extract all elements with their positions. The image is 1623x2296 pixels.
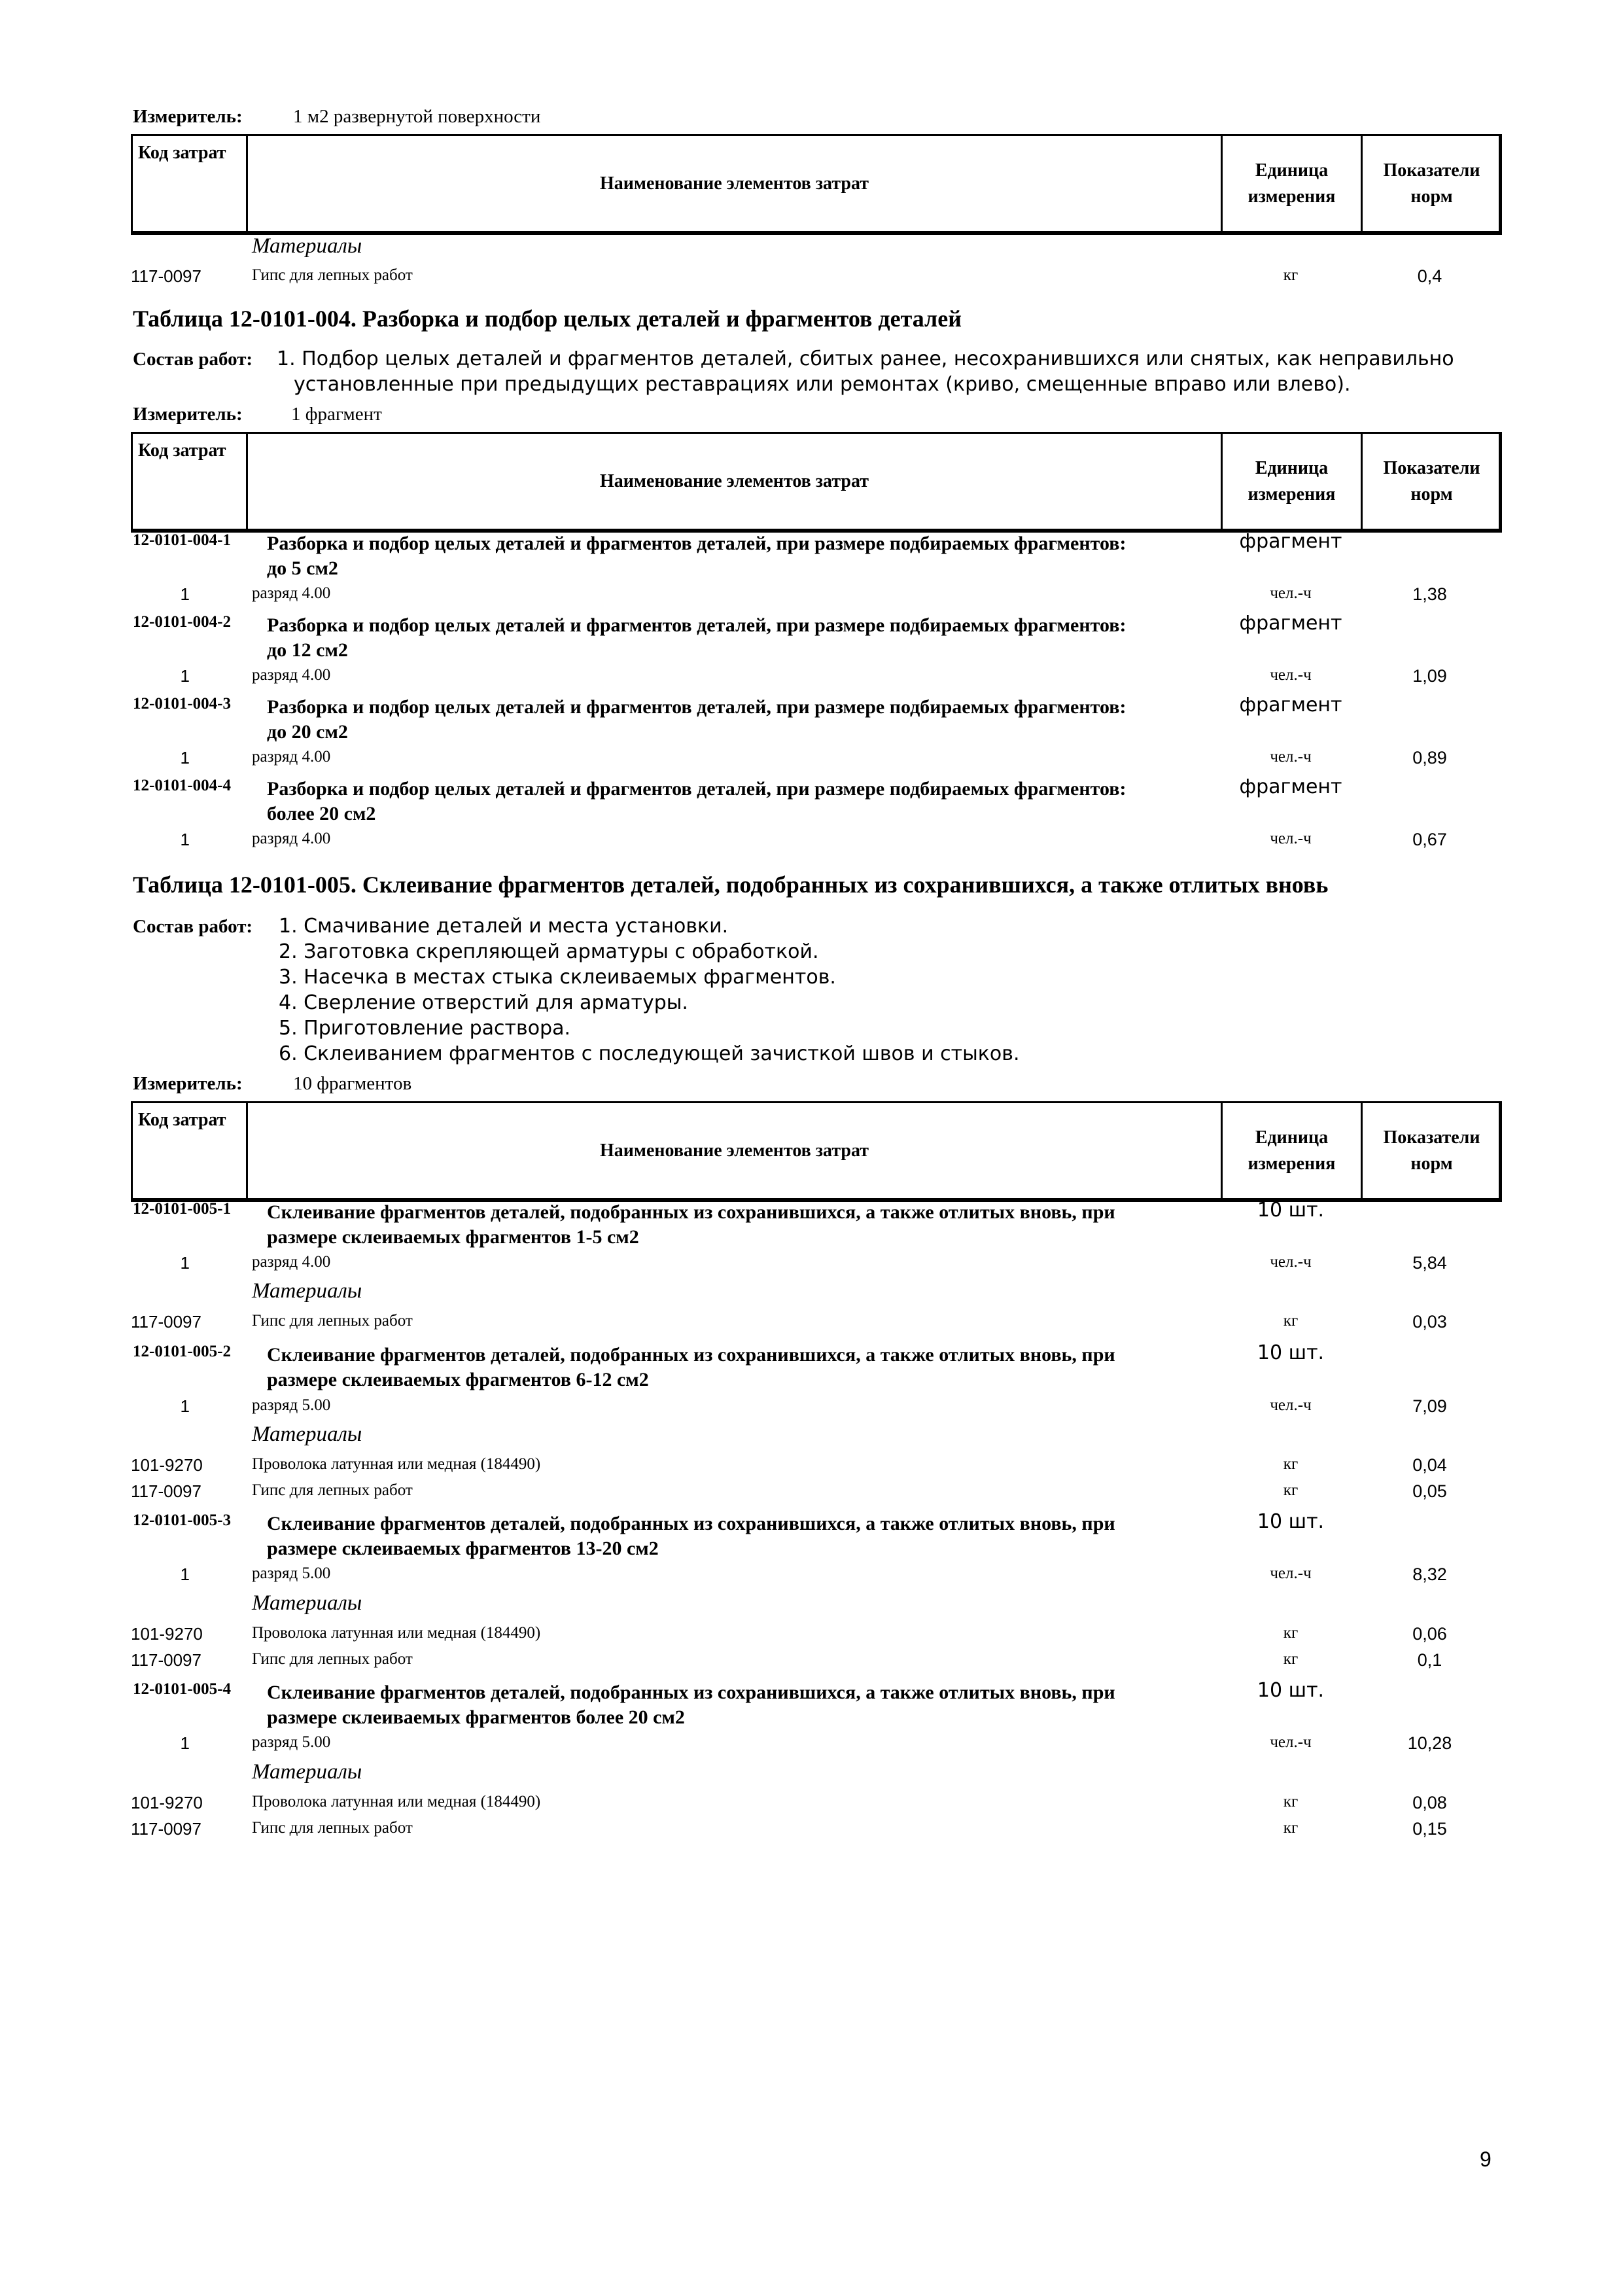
cost-unit: чел.-ч [1270, 1564, 1312, 1582]
sostav-line: 2. Заготовка скрепляющей арматуры с обработкой. [279, 940, 819, 963]
cost-code: 117-0097 [131, 1312, 201, 1332]
cost-value: 0,4 [1417, 266, 1442, 286]
cost-value: 0,06 [1412, 1624, 1447, 1644]
cost-code: 12-0101-005-3 [133, 1511, 231, 1529]
cost-unit: кг [1283, 1650, 1299, 1668]
cost-name: Проволока латунная или медная (184490) [252, 1624, 541, 1642]
cost-code: 101-9270 [131, 1624, 203, 1644]
sostav-line: 6. Склеиванием фрагментов с последующей зачисткой швов и стыков. [279, 1042, 1020, 1065]
cost-name: Разборка и подбор целых деталей и фрагментов деталей, при размере подбираемых фрагментов: более 20 см2 [267, 778, 1126, 824]
table-header [131, 1101, 1502, 1202]
cost-code: 117-0097 [131, 266, 201, 286]
cost-name: разряд 5.00 [252, 1564, 331, 1582]
sostav-line: 1. Смачивание деталей и места установки. [279, 915, 729, 938]
header-norm: Показатели норм [1383, 457, 1480, 504]
cost-name: разряд 4.00 [252, 584, 331, 602]
sostav-line: 1. Подбор целых деталей и фрагментов деталей, сбитых ранее, несохранившихся или снятых, как неправильно [277, 347, 1454, 370]
header-code: Код затрат [133, 434, 248, 529]
cost-code: 117-0097 [131, 1481, 201, 1501]
cost-unit: кг [1283, 1455, 1299, 1473]
cost-code: 117-0097 [131, 1819, 201, 1839]
cost-name: Разборка и подбор целых деталей и фрагментов деталей, при размере подбираемых фрагментов: до 5 см2 [267, 533, 1126, 579]
cost-code: 1 [180, 666, 190, 686]
cost-unit: 10 шт. [1257, 1341, 1325, 1364]
meter-value: 1 фрагмент [291, 404, 382, 425]
cost-unit: чел.-ч [1270, 1733, 1312, 1751]
cost-name: Склеивание фрагментов деталей, подобранных из сохранившихся, а также отлитых вновь, при размере склеиваемых фрагментов 1-5 см2 [267, 1201, 1115, 1248]
header-unit: Единица измерения [1223, 136, 1363, 231]
cost-name: разряд 5.00 [252, 1396, 331, 1414]
table-header [131, 432, 1502, 533]
cost-unit: чел.-ч [1270, 584, 1312, 602]
materials-heading: Материалы [252, 1760, 362, 1784]
table-004-title: Таблица 12-0101-004. Разборка и подбор целых деталей и фрагментов деталей [133, 306, 962, 332]
cost-name: Гипс для лепных работ [252, 1312, 413, 1330]
cost-code: 101-9270 [131, 1793, 203, 1812]
header-code: Код затрат [133, 136, 248, 231]
materials-heading: Материалы [252, 1422, 362, 1446]
cost-name: разряд 4.00 [252, 830, 331, 847]
cost-name: Проволока латунная или медная (184490) [252, 1455, 541, 1473]
table-005-title: Таблица 12-0101-005. Склеивание фрагментов деталей, подобранных из сохранившихся, а также отлитых вновь [133, 872, 1329, 898]
cost-value: 0,1 [1417, 1650, 1442, 1670]
cost-value: 0,08 [1412, 1793, 1447, 1812]
cost-name: разряд 4.00 [252, 1253, 331, 1271]
cost-code: 1 [180, 748, 190, 768]
cost-unit: кг [1283, 1793, 1299, 1810]
cost-name: Гипс для лепных работ [252, 1819, 413, 1837]
cost-unit: чел.-ч [1270, 748, 1312, 766]
cost-name: Гипс для лепных работ [252, 266, 413, 284]
cost-value: 0,89 [1412, 748, 1447, 768]
cost-unit: чел.-ч [1270, 1253, 1312, 1271]
cost-name: разряд 4.00 [252, 666, 331, 684]
header-name: Наименование элементов затрат [248, 136, 1223, 231]
cost-unit: чел.-ч [1270, 666, 1312, 684]
cost-code: 12-0101-004-2 [133, 613, 231, 631]
cost-code: 12-0101-005-1 [133, 1200, 231, 1218]
header-name: Наименование элементов затрат [248, 434, 1223, 529]
cost-unit: чел.-ч [1270, 830, 1312, 847]
cost-value: 0,04 [1412, 1455, 1447, 1475]
cost-value: 1,38 [1412, 584, 1447, 604]
cost-code: 12-0101-005-4 [133, 1680, 231, 1698]
cost-code: 1 [180, 830, 190, 849]
cost-name: Проволока латунная или медная (184490) [252, 1793, 541, 1810]
cost-value: 0,67 [1412, 830, 1447, 849]
sostav-line: 4. Сверление отверстий для арматуры. [279, 991, 688, 1014]
cost-name: Склеивание фрагментов деталей, подобранных из сохранившихся, а также отлитых вновь, при размере склеиваемых фрагментов 13-20 см2 [267, 1513, 1115, 1559]
cost-unit: фрагмент [1239, 694, 1342, 716]
cost-value: 1,09 [1412, 666, 1447, 686]
header-unit: Единица измерения [1223, 1103, 1363, 1198]
cost-unit: чел.-ч [1270, 1396, 1312, 1414]
cost-unit: 10 шт. [1257, 1199, 1325, 1222]
materials-heading: Материалы [252, 1279, 362, 1303]
cost-name: Гипс для лепных работ [252, 1650, 413, 1668]
meter-label: Измеритель: [133, 1073, 243, 1094]
meter-label: Измеритель: [133, 404, 243, 425]
cost-unit: фрагмент [1239, 530, 1342, 553]
cost-code: 12-0101-004-3 [133, 695, 231, 713]
cost-code: 1 [180, 1396, 190, 1416]
header-code: Код затрат [133, 1103, 248, 1198]
cost-code: 12-0101-005-2 [133, 1343, 231, 1360]
materials-heading: Материалы [252, 1591, 362, 1615]
sostav-label: Состав работ: [133, 916, 253, 937]
cost-unit: кг [1283, 1312, 1299, 1330]
table-header [131, 134, 1502, 235]
cost-unit: фрагмент [1239, 775, 1342, 798]
cost-unit: фрагмент [1239, 612, 1342, 635]
cost-value: 7,09 [1412, 1396, 1447, 1416]
sostav-line: установленные при предыдущих реставрациях или ремонтах (криво, смещенные вправо или влево). [294, 373, 1351, 396]
cost-code: 1 [180, 1253, 190, 1273]
cost-value: 0,03 [1412, 1312, 1447, 1332]
cost-code: 1 [180, 1733, 190, 1753]
header-norm: Показатели норм [1383, 1127, 1480, 1174]
cost-name: Склеивание фрагментов деталей, подобранных из сохранившихся, а также отлитых вновь, при размере склеиваемых фрагментов более 20 см2 [267, 1682, 1115, 1728]
page-number: 9 [1480, 2147, 1492, 2171]
cost-code: 12-0101-004-1 [133, 531, 231, 549]
cost-code: 117-0097 [131, 1650, 201, 1670]
cost-unit: 10 шт. [1257, 1510, 1325, 1533]
sostav-label: Состав работ: [133, 349, 253, 370]
meter-value: 1 м2 развернутой поверхности [293, 106, 541, 127]
cost-code: 1 [180, 584, 190, 604]
materials-heading: Материалы [252, 234, 362, 258]
header-name: Наименование элементов затрат [248, 1103, 1223, 1198]
cost-name: разряд 5.00 [252, 1733, 331, 1751]
cost-name: Разборка и подбор целых деталей и фрагментов деталей, при размере подбираемых фрагментов: до 20 см2 [267, 696, 1126, 743]
cost-name: разряд 4.00 [252, 748, 331, 766]
cost-code: 1 [180, 1564, 190, 1584]
sostav-line: 5. Приготовление раствора. [279, 1017, 571, 1040]
cost-value: 8,32 [1412, 1564, 1447, 1584]
cost-unit: кг [1283, 266, 1299, 284]
cost-name: Разборка и подбор целых деталей и фрагментов деталей, при размере подбираемых фрагментов: до 12 см2 [267, 614, 1126, 661]
header-unit: Единица измерения [1223, 434, 1363, 529]
cost-name: Гипс для лепных работ [252, 1481, 413, 1499]
cost-unit: кг [1283, 1819, 1299, 1837]
cost-value: 10,28 [1407, 1733, 1452, 1753]
meter-value: 10 фрагментов [293, 1073, 412, 1094]
cost-unit: 10 шт. [1257, 1679, 1325, 1702]
header-norm: Показатели норм [1383, 160, 1480, 207]
meter-label: Измеритель: [133, 106, 243, 127]
cost-value: 5,84 [1412, 1253, 1447, 1273]
cost-name: Склеивание фрагментов деталей, подобранных из сохранившихся, а также отлитых вновь, при размере склеиваемых фрагментов 6-12 см2 [267, 1344, 1115, 1390]
cost-code: 12-0101-004-4 [133, 777, 231, 794]
cost-unit: кг [1283, 1481, 1299, 1499]
cost-value: 0,05 [1412, 1481, 1447, 1501]
cost-unit: кг [1283, 1624, 1299, 1642]
cost-value: 0,15 [1412, 1819, 1447, 1839]
cost-code: 101-9270 [131, 1455, 203, 1475]
sostav-line: 3. Насечка в местах стыка склеиваемых фрагментов. [279, 966, 836, 989]
